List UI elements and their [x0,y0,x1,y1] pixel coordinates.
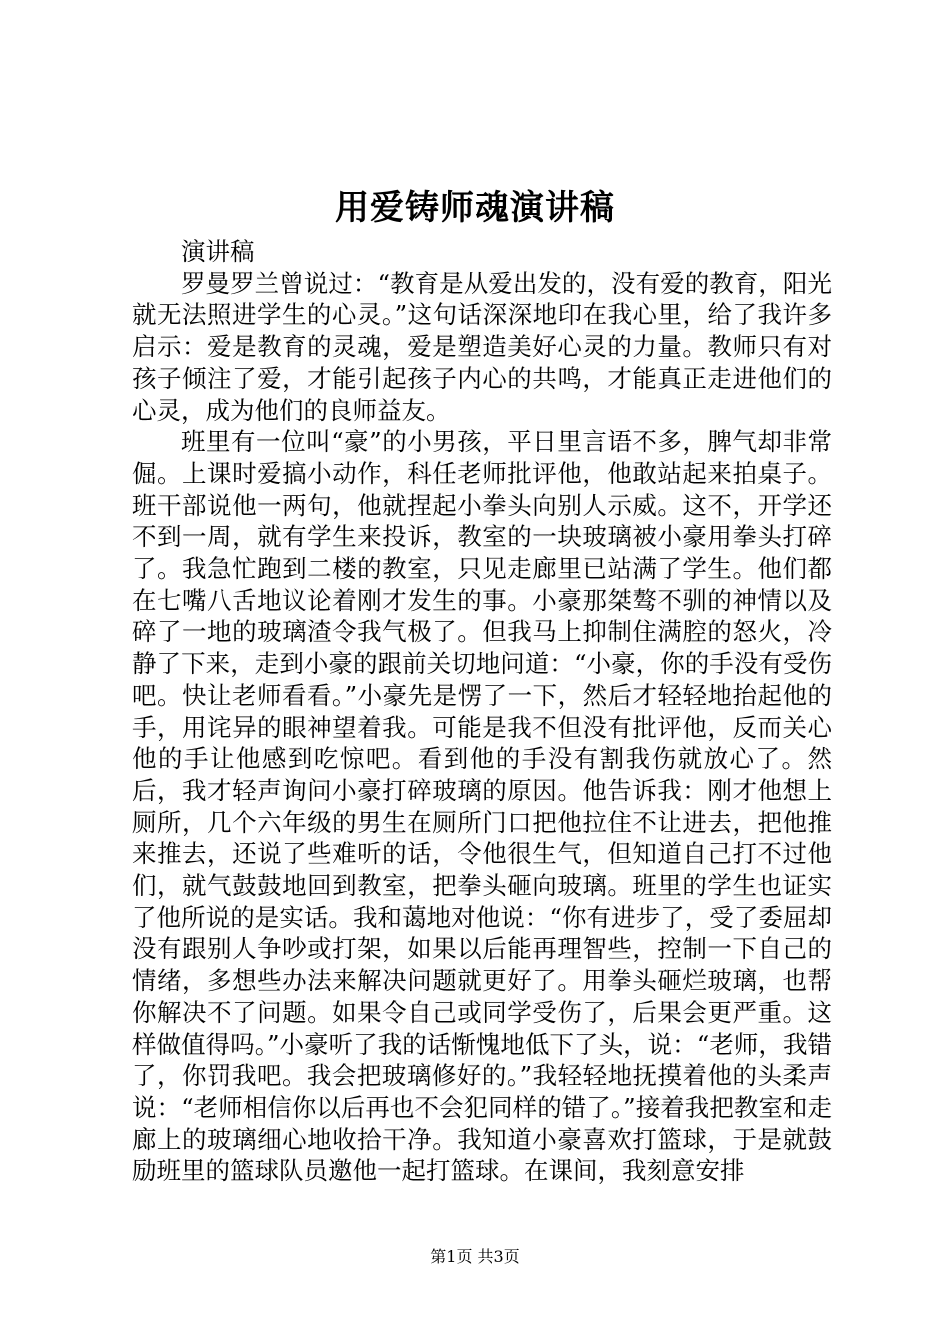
document-title: 用爱铸师魂演讲稿 [335,188,615,228]
page-number-footer: 第1页 共3页 [430,1247,520,1266]
paragraph: 罗曼罗兰曾说过：“教育是从爱出发的，没有爱的教育，阳光就无法照进学生的心灵。”这句话深深地印在我心里，给了我许多启示：爱是教育的灵魂，爱是塑造美好心灵的力量。教师只有对孩子倾注了爱，才能引起孩子内心的共鸣，才能真正走进他们的心灵，成为他们的良师益友。 [132,268,832,425]
paragraph: 班里有一位叫“豪”的小男孩，平日里言语不多，脾气却非常倔。上课时爱搞小动作，科任老师批评他，他敢站起来拍桌子。班干部说他一两句，他就捏起小拳头向别人示威。这不，开学还不到一周，就有学生来投诉，教室的一块玻璃被小豪用拳头打碎了。我急忙跑到二楼的教室，只见走廊里已站满了学生。他们都在七嘴八舌地议论着刚才发生的事。小豪那桀骜不驯的神情以及碎了一地的玻璃渣令我气极了。但我马上抑制住满腔的怒火，冷静了下来，走到小豪的跟前关切地问道：“小豪，你的手没有受伤吧。快让老师看看。”小豪先是愣了一下，然后才轻轻地抬起他的手，用诧异的眼神望着我。可能是我不但没有批评他，反而关心他的手让他感到吃惊吧。看到他的手没有割我伤就放心了。然后，我才轻声询问小豪打碎玻璃的原因。他告诉我：刚才他想上厕所，几个六年级的男生在厕所门口把他拉住不让进去，把他推来推去，还说了些难听的话，令他很生气，但知道自己打不过他们，就气鼓鼓地回到教室，把拳头砸向玻璃。班里的学生也证实了他所说的是实话。我和蔼地对他说：“你有进步了，受了委屈却没有跟别人争吵或打架，如果以后能再理智些，控制一下自己的情绪，多想些办法来解决问题就更好了。用拳头砸烂玻璃，也帮你解决不了问题。如果令自己或同学受伤了，后果会更严重。这样做值得吗。”小豪听了我的话惭愧地低下了头，说：“老师，我错了，你罚我吧。我会把玻璃修好的。”我轻轻地抚摸着他的头柔声说：“老师相信你以后再也不会犯同样的错了。”接着我把教室和走廊上的玻璃细心地收拾干净。我知道小豪喜欢打篮球，于是就鼓励班里的篮球队员邀他一起打篮球。在课间，我刻意安排 [132,427,832,1186]
paragraph: 演讲稿 [181,237,255,266]
document-body [132,236,832,1187]
